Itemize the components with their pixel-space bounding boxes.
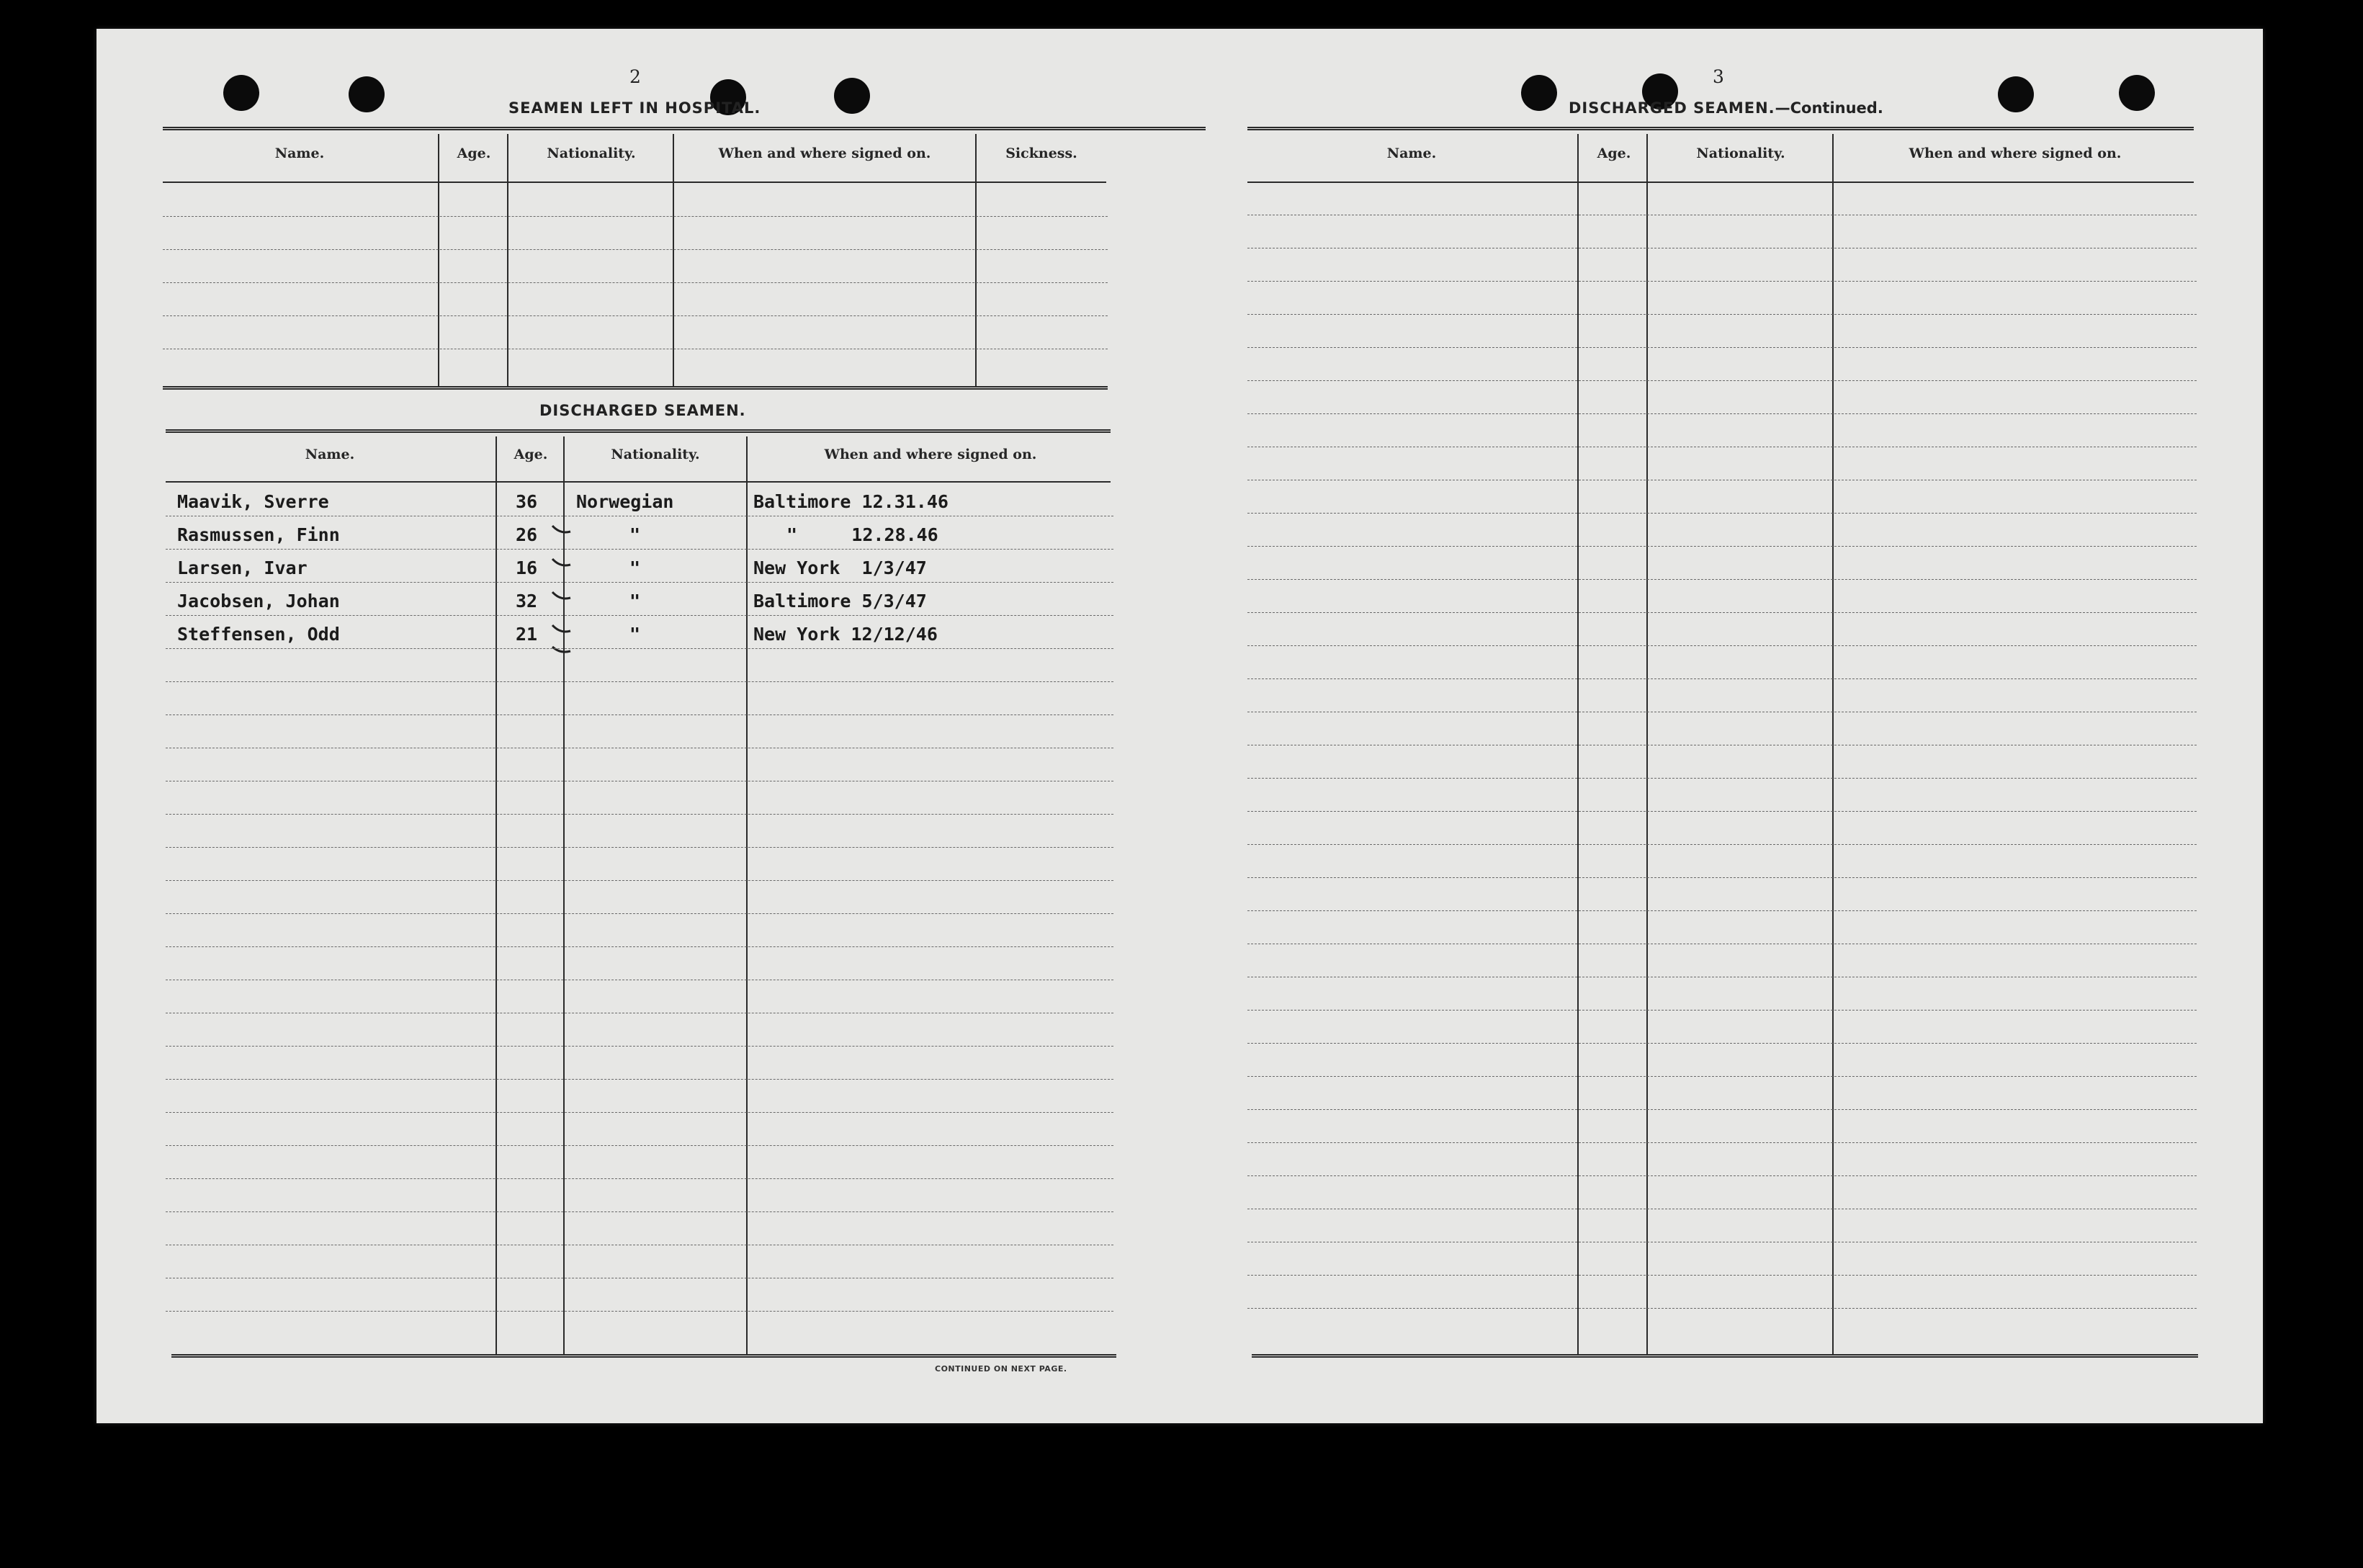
punch-hole [1521, 75, 1557, 111]
discharged-col-divider [496, 436, 497, 1356]
right-row-line [1247, 314, 2197, 315]
seaman-name: Jacobsen, Johan [177, 591, 340, 611]
discharged-row-line [166, 1079, 1113, 1080]
right-row-line [1247, 1275, 2197, 1276]
right-section-title-suffix: —Continued. [1775, 99, 1883, 117]
discharged-header-nationality: Nationality. [611, 447, 700, 462]
page-number-left: 2 [629, 66, 641, 87]
discharged-section-title: DISCHARGED SEAMEN. [539, 402, 746, 419]
right-row-line [1247, 1308, 2197, 1309]
right-top-rule [1247, 127, 2194, 130]
punch-hole [223, 75, 259, 111]
discharged-header-age: Age. [514, 447, 548, 462]
right-row-line [1247, 612, 2197, 613]
right-row-line [1247, 1043, 2197, 1044]
seaman-nationality: Norwegian [576, 491, 674, 512]
page-number-right: 3 [1713, 66, 1724, 87]
right-bottom-rule [1252, 1354, 2198, 1358]
seaman-age: 36 [516, 491, 538, 512]
discharged-row-line [166, 1311, 1113, 1312]
discharged-row-line [166, 946, 1113, 947]
discharged-header-rule [166, 481, 1111, 483]
discharged-col-divider [746, 436, 748, 1356]
discharged-row-line [166, 714, 1113, 715]
seaman-age: 21 [516, 624, 538, 645]
seaman-name: Steffensen, Odd [177, 624, 340, 645]
hospital-row-line [163, 315, 1108, 316]
hospital-top-rule [163, 127, 1206, 130]
seaman-name: Maavik, Sverre [177, 491, 329, 512]
right-row-line [1247, 1010, 2197, 1011]
right-row-line [1247, 546, 2197, 547]
right-row-line [1247, 910, 2197, 911]
discharged-row-line [166, 681, 1113, 682]
seaman-nationality: " [629, 624, 641, 645]
right-row-line [1247, 579, 2197, 580]
discharged-row-line [166, 880, 1113, 881]
hospital-row-line [163, 249, 1108, 250]
discharged-row-line [166, 1178, 1113, 1179]
right-col-divider [1646, 134, 1648, 1354]
right-row-line [1247, 877, 2197, 878]
continued-note: CONTINUED ON NEXT PAGE. [935, 1364, 1067, 1374]
right-header-rule [1247, 182, 2194, 183]
right-row-line [1247, 844, 2197, 845]
hospital-row-line [163, 216, 1108, 217]
seaman-signed-on: New York 12/12/46 [753, 624, 938, 645]
hospital-section-title: SEAMEN LEFT IN HOSPITAL. [508, 99, 761, 117]
right-row-line [1247, 1142, 2197, 1143]
seaman-signed-on: Baltimore 5/3/47 [753, 591, 927, 611]
hospital-bottom-rule [163, 386, 1108, 390]
discharged-row-line [166, 648, 1113, 649]
right-section-title [1569, 99, 1883, 117]
right-row-line [1247, 1175, 2197, 1176]
discharged-bottom-rule [171, 1354, 1116, 1358]
discharged-header-signed-on: When and where signed on. [824, 447, 1037, 462]
right-row-line [1247, 1076, 2197, 1077]
right-col-divider [1832, 134, 1834, 1354]
discharged-row-line [166, 913, 1113, 914]
punch-hole [834, 78, 870, 114]
right-row-line [1247, 513, 2197, 514]
hospital-row-line [163, 282, 1108, 283]
discharged-row-line [166, 1046, 1113, 1047]
right-row-line [1247, 778, 2197, 779]
discharged-row-line [166, 1211, 1113, 1212]
seaman-signed-on: " 12.28.46 [786, 524, 938, 545]
hospital-header-rule [163, 182, 1106, 183]
right-row-line [1247, 413, 2197, 414]
discharged-row-line [166, 549, 1113, 550]
right-header-signed-on: When and where signed on. [1909, 145, 2122, 161]
right-row-line [1247, 811, 2197, 812]
seaman-age: 32 [516, 591, 538, 611]
document-sheet [97, 29, 2263, 1423]
discharged-row-line [166, 615, 1113, 616]
discharged-row-line [166, 1112, 1113, 1113]
right-header-nationality: Nationality. [1696, 145, 1785, 161]
hospital-header-age: Age. [457, 145, 491, 161]
tick-marks [550, 504, 579, 655]
discharged-top-rule [166, 429, 1111, 433]
discharged-row-line [166, 814, 1113, 815]
seaman-nationality: " [629, 524, 641, 545]
hospital-header-signed-on: When and where signed on. [718, 145, 931, 161]
seaman-name: Larsen, Ivar [177, 557, 308, 578]
right-row-line [1247, 645, 2197, 646]
hospital-header-name: Name. [274, 145, 325, 161]
right-row-line [1247, 678, 2197, 679]
seaman-age: 16 [516, 557, 538, 578]
discharged-row-line [166, 1145, 1113, 1146]
right-row-line [1247, 1109, 2197, 1110]
punch-hole [1998, 76, 2034, 112]
right-section-title-main: DISCHARGED SEAMEN. [1569, 99, 1775, 117]
right-header-name: Name. [1386, 145, 1437, 161]
hospital-header-nationality: Nationality. [547, 145, 636, 161]
seaman-signed-on: Baltimore 12.31.46 [753, 491, 949, 512]
seaman-nationality: " [629, 557, 641, 578]
seaman-signed-on: New York 1/3/47 [753, 557, 927, 578]
punch-hole [2119, 75, 2155, 111]
seaman-name: Rasmussen, Finn [177, 524, 340, 545]
hospital-header-sickness: Sickness. [1005, 145, 1077, 161]
discharged-header-name: Name. [305, 447, 355, 462]
seaman-age: 26 [516, 524, 538, 545]
discharged-row-line [166, 847, 1113, 848]
right-row-line [1247, 380, 2197, 381]
seaman-nationality: " [629, 591, 641, 611]
punch-hole [349, 76, 385, 112]
right-header-age: Age. [1597, 145, 1631, 161]
right-row-line [1247, 281, 2197, 282]
discharged-row-line [166, 582, 1113, 583]
right-col-divider [1577, 134, 1579, 1354]
right-row-line [1247, 347, 2197, 348]
